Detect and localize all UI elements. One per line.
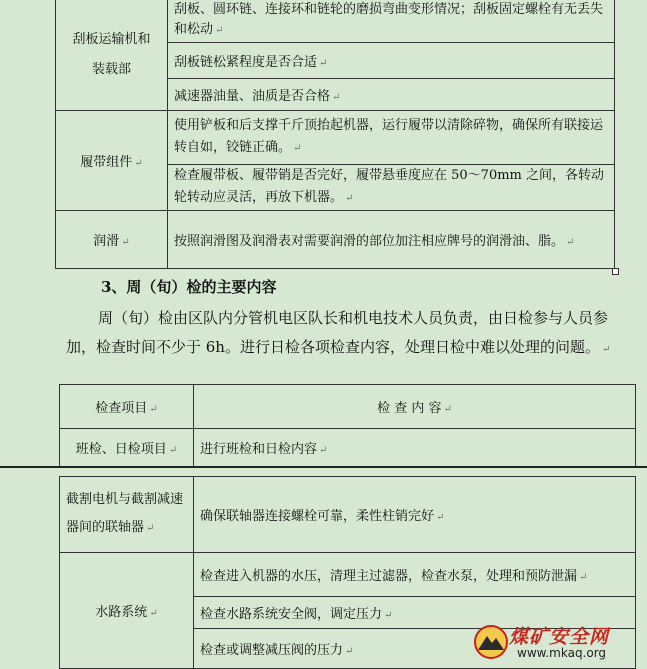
water-label: 水路系统 [95, 605, 148, 620]
check-content-cell: 进行班检和日检内容 ↵ [194, 429, 636, 467]
item-text: 检查履带板、履带销是否完好，履带悬垂度应在 50～70mm 之间，各转动轮转动应灵活，再放下机器。 [174, 168, 605, 205]
item-text: 使用铲板和后支撑千斤顶抬起机器，运行履带以清除碎物，确保所有联接运转自如，铰链正确。 [174, 118, 604, 155]
table-row [56, 111, 615, 165]
mountain-logo-icon [473, 624, 509, 660]
water-item-text: 检查进入机器的水压，清理主过滤器，检查水泵，处理和预防泄漏 [200, 569, 578, 584]
item-cell: 刮板链松紧程度是否合适 ↵ [168, 43, 615, 79]
paragraph-text: 周（旬）检由区队内分管机电区队长和机电技术人员负责，由日检参与人员参加，检查时间不少于 6h。进行日检各项检查内容，处理日检中难以处理的问题。 [66, 309, 609, 356]
group-cell-track: 履带组件 ↵ [56, 111, 168, 211]
header-text: 检 查 内 容 [377, 401, 442, 416]
check-item-text: 班检、日检项目 [75, 442, 167, 457]
group-cell-lube: 润滑 ↵ [56, 211, 168, 269]
table-resize-handle[interactable] [612, 268, 619, 275]
group-label: 润滑 [93, 234, 120, 249]
coupling-content-cell: 确保联轴器连接螺栓可靠，柔性柱销完好 ↵ [194, 477, 636, 553]
check-content-text: 进行班检和日检内容 [200, 442, 318, 457]
page-gap [0, 468, 647, 476]
table-header-row [60, 385, 636, 429]
item-cell: 刮板、圆环链、连接环和链轮的磨损弯曲变形情况；刮板固定螺栓有无丢失和松动 ↵ [168, 0, 615, 43]
item-text: 按照润滑图及润滑表对需要润滑的部位加注相应牌号的润滑油、脂。 [174, 234, 565, 249]
watermark-name: 煤矿安全网 [509, 626, 610, 648]
site-watermark [473, 622, 641, 664]
water-item-text: 检查或调整减压阀的压力 [200, 643, 344, 658]
table-row [56, 0, 615, 43]
header-text: 检查项目 [95, 401, 148, 416]
section-heading: 3、周（旬）检的主要内容 [101, 278, 277, 296]
header-check-item: 检查项目 ↵ [60, 385, 194, 429]
group-cell-scraper [56, 0, 168, 111]
water-item-cell: 检查进入机器的水压，清理主过滤器，检查水泵，处理和预防泄漏 ↵ [194, 553, 636, 597]
item-text: 刮板、圆环链、连接环和链轮的磨损弯曲变形情况；刮板固定螺栓有无丢失和松动 [174, 2, 604, 37]
table-row [60, 553, 636, 597]
item-cell: 减速器油量、油质是否合格 ↵ [168, 79, 615, 111]
header-check-content: 检 查 内 容 ↵ [194, 385, 636, 429]
coupling-content: 确保联轴器连接螺栓可靠，柔性柱销完好 [200, 509, 435, 524]
weekly-check-table [59, 384, 636, 467]
check-item-cell: 班检、日检项目 ↵ [60, 429, 194, 467]
water-label-cell: 水路系统 ↵ [60, 553, 194, 669]
table-row [56, 211, 615, 269]
coupling-label-cell: 截割电机与截割减速器间的联轴器 ↵ [60, 477, 194, 553]
item-cell: 检查履带板、履带销是否完好，履带悬垂度应在 50～70mm 之间，各转动轮转动应灵活，再放下机器。 ↵ [168, 165, 615, 211]
section-paragraph: 周（旬）检由区队内分管机电区队长和机电技术人员负责，由日检参与人员参加，检查时间不少于 6h。进行日检各项检查内容，处理日检中难以处理的问题。 ↵ [66, 309, 611, 356]
group-label: 刮板运输机和装载部 [72, 31, 151, 77]
group-label: 履带组件 [80, 155, 133, 170]
item-text: 减速器油量、油质是否合格 [174, 89, 331, 104]
table-row [60, 477, 636, 553]
item-text: 刮板链松紧程度是否合适 [174, 55, 318, 70]
coupling-label: 截割电机与截割减速器间的联轴器 [66, 492, 184, 535]
maintenance-table-top [55, 0, 615, 269]
watermark-url: www.mkaq.org [517, 646, 607, 660]
table-row [60, 429, 636, 467]
water-item-text: 检查水路系统安全阀，调定压力 [200, 607, 383, 622]
item-cell: 按照润滑图及润滑表对需要润滑的部位加注相应牌号的润滑油、脂。 ↵ [168, 211, 615, 269]
item-cell: 使用铲板和后支撑千斤顶抬起机器，运行履带以清除碎物，确保所有联接运转自如，铰链正确。 ↵ [168, 111, 615, 165]
water-item-cell: 检查或调整减压阀的压力 ↵ [194, 629, 636, 669]
water-item-cell: 检查水路系统安全阀，调定压力 ↵ [194, 597, 636, 629]
